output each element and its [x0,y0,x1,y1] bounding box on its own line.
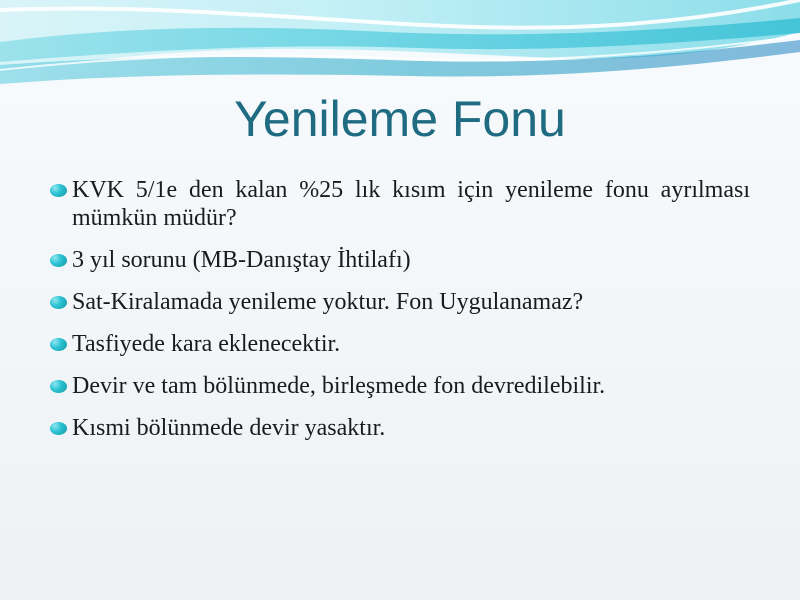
bullet-text-3: Sat-Kiralamada yenileme yoktur. Fon Uygulanamaz? [72,289,584,315]
bullet-item-5 [50,372,750,400]
bullet-item-4 [50,330,750,358]
bullet-text-2: 3 yıl sorunu (MB-Danıştay İhtilafı) [72,247,411,273]
bullet-dot-icon [50,254,67,267]
top-wave-decoration [0,0,800,95]
bullet-item-6 [50,414,750,442]
slide-title: Yenileme Fonu [234,91,566,147]
bullet-item-2 [50,246,750,274]
bullet-item-3 [50,288,750,316]
bullet-list [50,176,750,456]
bullet-dot-icon [50,380,67,393]
bullet-dot-icon [50,296,67,309]
bullet-text-1: KVK 5/1e den kalan %25 lık kısım için yenileme fonu ayrılması mümkün müdür? [72,177,750,231]
bullet-text-5: Devir ve tam bölünmede, birleşmede fon devredilebilir. [72,373,606,399]
bullet-text-4: Tasfiyede kara eklenecektir. [72,331,341,357]
bullet-text-6: Kısmi bölünmede devir yasaktır. [72,415,386,441]
bullet-dot-icon [50,338,67,351]
bullet-dot-icon [50,184,67,197]
bullet-item-1 [50,176,750,232]
bullet-dot-icon [50,422,67,435]
